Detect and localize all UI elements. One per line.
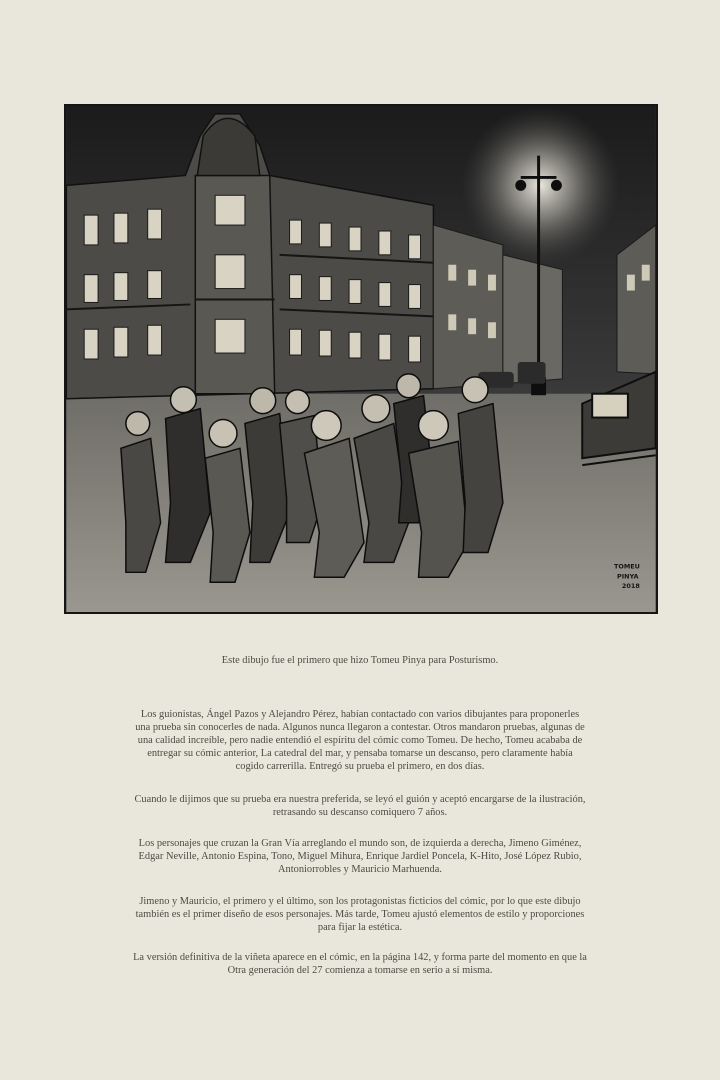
text-line: una prueba sin conocerles de nada. Algunos nunca llegaron a contestar. Otros mandaron pruebas, algunas de — [135, 722, 585, 733]
text-line: cogido carrerilla. Entregó su prueba el primero, en dos días. — [235, 761, 485, 772]
text-line: La versión definitiva de la viñeta aparece en el cómic, en la página 142, y forma parte del momento en que la — [133, 952, 587, 963]
text-line: para fijar la estética. — [317, 922, 403, 933]
text-line: Cuando le dijimos que su prueba era nuestra preferida, se leyó el guión y aceptó encargarse de la ilustración, — [134, 794, 586, 805]
signature-line: TOMEU — [614, 562, 640, 571]
paragraph — [96, 708, 624, 773]
text-line: Jimeno y Mauricio, el primero y el último, son los protagonistas ficticios del cómic, por lo que este dibujo — [139, 896, 581, 907]
caption-text: Este dibujo fue el primero que hizo Tomeu Pinya para Posturismo. — [221, 655, 499, 666]
text-line: retrasando su descanso comiquero 7 años. — [272, 807, 448, 818]
text-line: Edgar Neville, Antonio Espina, Tono, Miguel Mihura, Enrique Jardiel Poncela, K-Hito, José López Rubio, — [138, 851, 582, 862]
paragraph — [96, 793, 624, 819]
text-line: Antoniorrobles y Mauricio Marhuenda. — [278, 864, 442, 875]
text-line: Otra generación del 27 comienza a tomarse en serio a sí misma. — [227, 965, 493, 976]
paragraph — [96, 895, 624, 934]
paragraph — [96, 951, 624, 977]
paragraph — [96, 837, 624, 876]
night-street-scene — [66, 106, 656, 612]
text-line: una calidad increíble, pero nadie entendió el espíritu del cómic como Tomeu. De hecho, Tomeu acababa de — [137, 735, 583, 746]
text-line: Los guionistas, Ángel Pazos y Alejandro Pérez, habían contactado con varios dibujantes para proponerles — [140, 709, 580, 720]
signature-line: 2018 — [621, 582, 640, 591]
signature-line: PINYA — [616, 572, 639, 581]
illustration-caption — [96, 654, 624, 667]
comic-illustration — [64, 104, 658, 614]
text-line: entregar su cómic anterior, La catedral del mar, y pensaba tomarse un descanso, pero claramente había — [147, 748, 573, 759]
text-line: Los personajes que cruzan la Gran Vía arreglando el mundo son, de izquierda a derecha, Jimeno Giménez, — [138, 838, 582, 849]
text-line: también es el primer diseño de esos personajes. Más tarde, Tomeu ajustó elementos de estilo y proporciones — [135, 909, 585, 920]
